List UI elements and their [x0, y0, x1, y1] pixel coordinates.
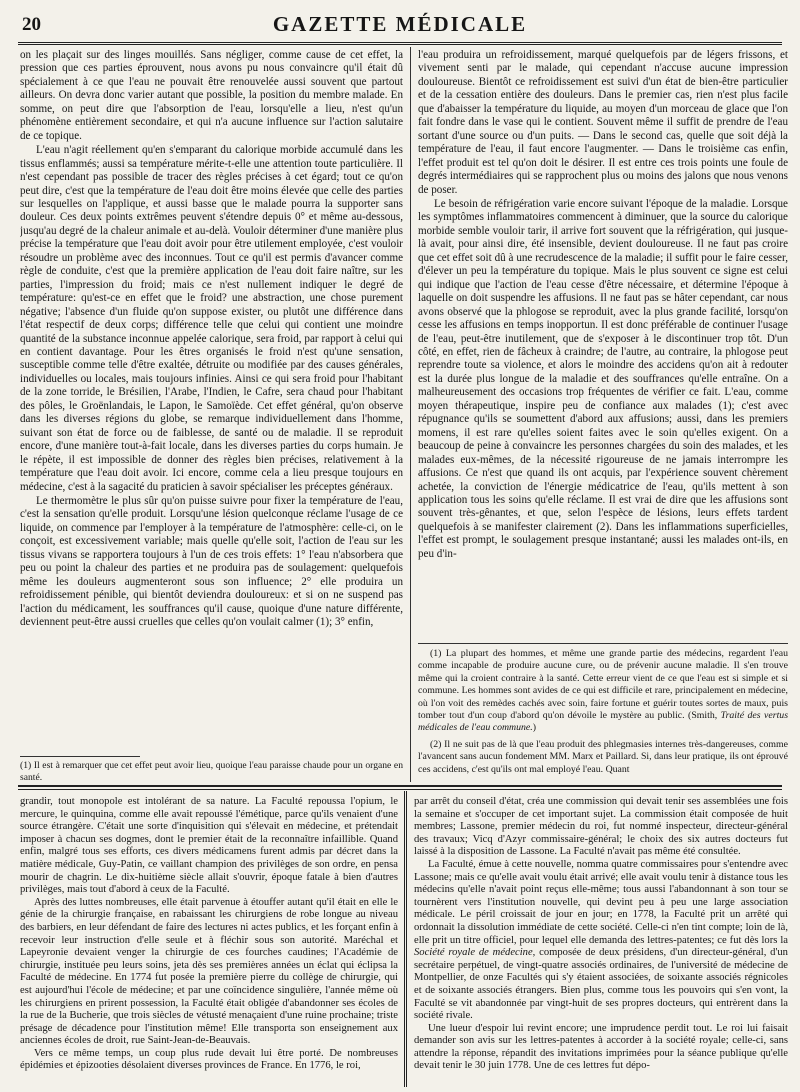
- footnote-left: (1) Il est à remarquer que cet effet peut avoir lieu, quoique l'eau paraisse chaude pour un organe en santé.: [20, 760, 403, 783]
- paragraph: Vers ce même temps, un coup plus rude devait lui être porté. De nombreuses épidémies et épizooties désolaient diverses provinces de France. En 1776, le roi,: [20, 1047, 398, 1072]
- column-divider: [410, 47, 411, 782]
- footnotes-right: [418, 648, 788, 780]
- paragraph: La Faculté, émue à cette nouvelle, nomma quatre commissaires pour s'entendre avec Lassone; mais ce qu'elle avait voulu était arrivé; elle avait voulu tenir à distance tous les médecins qu'elle n'avait point reçus elle-même; tous aussi l'abandonnant à son tour se tournèrent vers l'institution nouvelle, qui devint peu à peu une large association médicale. Le péril croissait de jour en jour; en 1778, la Faculté prit un arrêté qui ordonnait la dissolution immédiate de cette société. Celle-ci n'en tint compte; loin de là, elle prit un titre officiel, pour lequel elle demanda des lettres-patentes; ce fut dès lors la Société royale de médecine, composée de deux présidens, d'un directeur-général, d'un secrétaire perpétuel, de vingt-quatre associés ordinaires, de l'université de médecine de Montpellier, de onze Facultés qui s'y étaient associées, de soixante associés régnicoles et de soixante associés étrangers. Bien plus, comme tous les pouvoirs qui s'en vont, la Faculté se vit abandonnée par vingt-huit de ses propres docteurs, qui entrèrent dans la société rivale.: [414, 858, 788, 1022]
- paragraph: par arrêt du conseil d'état, créa une commission qui devait tenir ses assemblées une fois la semaine et s'occuper de cet important sujet. La commission était composée de huit membres; Lassone, premier médecin du roi, fut nommé inspecteur, directeur-général des travaux; Vicq d'Azyr commissaire-général; le choix des six autres docteurs fut laissé à la disposition de Lassone. La Faculté n'avait pas même été consultée.: [414, 796, 788, 858]
- feuilleton-separator: [18, 789, 782, 790]
- paragraph: Après des luttes nombreuses, elle était parvenue à étouffer autant qu'il était en elle le génie de la chirurgie française, en rabaissant les chirurgiens de robe longue au niveau des barbiers, en leur défendant de faire des lectures ni actes publics, et les forçant enfin à recevoir leur instruction d'elle seule et à fléchir sous son autorité. Maréchal et Lapeyronie devaient venger la chirurgie de ces fourches caudines; l'Académie de chirurgie, instituée peu leurs soins, jeta dès ses premières années un éclat qui éclipsa la Faculté de médecine. En 1774 fut posée la première pierre du collège de chirurgie, qui est aujourd'hui l'école de médecine; et par une coïncidence singulière, l'année même où les chirurgiens en prirent possession, la Faculté était obligée d'abandonner ses écoles de la rue de la Bucherie, que trois siècles de vétusté menaçaient d'une ruine prochaine; triste présage de décadence pour l'institution même! Elle transporta son enseignement aux anciennes écoles de droit, rue Saint-Jean-de-Beauvais.: [20, 896, 398, 1047]
- left-column: [20, 49, 403, 751]
- paragraph: l'eau produira un refroidissement, marqué quelquefois par de légers frissons, et vivement senti par le malade, qui cependant n'accuse aucune impression douloureuse. Bientôt ce refroidissement est suivi d'un état de bien-être particulier et de la cessation entière des douleurs. Dans le premier cas, rien n'est plus facile que d'abaisser la température du liquide, au moyen d'un morceau de glace que l'on fait fondre dans le vase qui le contient. Souvent même il suffit de prendre de l'eau sortant d'une source ou d'un puits. — Dans le second cas, quelle que soit déjà la température de l'eau, il faut encore l'augmenter. — Dans le troisième cas enfin, l'effet produit est tel qu'on doit le désirer. Il est entre ces trois points une foule de degrés intermédiaires qui se rapprochent plus ou moins des jalons que nous venons de poser.: [418, 49, 788, 196]
- page-number: 20: [22, 14, 41, 35]
- feuilleton-right-column: [414, 796, 788, 1088]
- masthead-title: GAZETTE MÉDICALE: [272, 12, 528, 36]
- feuilleton-separator: [18, 785, 782, 787]
- feuilleton-left-column: [20, 796, 398, 1088]
- paragraph: Le thermomètre le plus sûr qu'on puisse suivre pour fixer la température de l'eau, c'est la sensation qu'elle produit. Lorsqu'une lésion quelconque réclame l'usage de ce liquide, on commence par l'employer à la température de l'atmosphère: celle-ci, on le conçoit, est excessivement variable; mais quelle qu'elle soit, l'action de l'eau sur les tissus vivans se rapportera toujours à l'un de ces trois effets: 1° l'eau n'absorbera que peu ou point la chaleur des parties et ne produira pas de soulagement: quelquefois même les douleurs augmenteront sous son influence; 2° elle produira un refroidissement pénible, qui bientôt deviendra douloureux: et si on ne suspend pas l'action du médicament, les souffrances qu'il cause, quoique d'une nature différente, deviennent peut-être aussi cruelles que celles qu'on voulait calmer (1); 3° enfin,: [20, 494, 403, 629]
- feuilleton-divider: [404, 791, 407, 1087]
- paragraph: Le besoin de réfrigération varie encore suivant l'époque de la maladie. Lorsque les symptômes inflammatoires commencent à diminuer, que la source du calorique morbide semble vouloir tarir, il arrive fort souvent que la réfrigération, qui jusque-là avait, pour ainsi dire, été insensible, devient douloureuse. Il ne faut pas croire que cet effet soit dû à une recrudescence de la maladie; il suffit pour le faire cesser, d'élever un peu la température du topique. Mais le plus souvent ce signe est celui qui indique que l'action de l'eau cesse d'être nécessaire, et détermine l'époque à laquelle on doit suspendre les affusions. Il ne faut pas se hâter cependant, car nous avons observé que la phlogose se reproduit, avec la plus grande facilité, lorsqu'on cesse les affusions en temps inopportun. Il est donc préférable de continuer l'usage de l'eau, peut-être inutilement, que de s'exposer à le discontinuer trop tôt. D'un côté, en effet, rien de fâcheux à craindre; de l'autre, au contraire, la phlogose peut reprendre toute sa violence, et alors le moindre des accidens qu'on ait à redouter est la durée plus longue de la maladie et des souffrances qu'elle entraîne. On a malheureusement des occasions trop fréquentes de vérifier ce fait. L'eau, comme moyen thérapeutique, inspire peu de confiance aux malades (1); c'est avec répugnance qu'ils se soumettent d'abord aux affusions; aussi, dans les premiers momens, il est rare qu'elles soient faites avec le soin qu'elles exigent. On a beaucoup de peine à convaincre les personnes chargées du soin des malades, et les malades eux-mêmes, de la nécessité rigoureuse de ne jamais interrompre les affusions. Ce n'est que quand ils ont acquis, par l'expérience souvent chèrement achetée, la conviction de l'énergie médicatrice de l'eau, qu'ils mettent à son application tous les soins qu'elle réclame. Il est vrai de dire que les affusions sont souvent très-gênantes, et que, selon l'espèce de lésions, leurs effets tardent quelquefois à se manifester clairement (2). Dans les inflammations superficielles, l'effet est prompt, le soulagement presque instantané; aussi les malades ont-ils, en peu d'in-: [418, 197, 788, 560]
- header-rule: [18, 42, 782, 45]
- right-column: [418, 49, 788, 639]
- footnote-2: (2) Il ne suit pas de là que l'eau produit des phlegmasies internes très-dangereuses, comme l'avancent sans aucun fondement MM. Marx et Paillard. Si, dans leur pratique, ils ont éprouvé ces accidens, c'est qu'ils ont mal employé l'eau. Quant: [418, 738, 788, 775]
- footnote-rule: [418, 643, 788, 644]
- footnote-rule: [20, 756, 140, 757]
- paragraph: L'eau n'agit réellement qu'en s'emparant du calorique morbide accumulé dans les tissus enflammés; aussi sa température mérite-t-elle une attention toute particulière. Il n'est cependant pas possible de tracer des règles précises à cet égard; tout ce qu'on peut dire, c'est que la température de l'eau doit être moins élevée que celle des parties sur lesquelles on l'applique, et aussi basse que le malade pourra la supporter sans douleur. Ces deux points extrêmes peuvent s'étendre depuis 0° et même au-dessous, jusqu'au degré de la chaleur animale et au-delà. Vouloir déterminer d'une manière plus précise la température que l'eau doit avoir pour être utilement employée, c'est vouloir résoudre un problème avec des inconnues. Tout ce qu'il est permis d'avancer comme règle de conduite, c'est que la première application de l'eau doit faire naître, sur les parties, l'impression du froid; mais ce n'est nullement indiquer le degré de température: qu'est-ce en effet que le froid? une abstraction, une chose purement négative; l'absence d'un fluide qu'on suppose exister, ou plutôt une différence dans l'état respectif de deux corps; différence telle que celui qui contient une moindre quantité de la substance inconnue appelée calorique, sera froid, par rapport à celui qui en contient davantage. Pour les êtres organisés le froid n'est qu'une sensation, susceptible comme telle d'être exaltée, détruite ou modifiée par des causes générales, individuelles ou locales, mais toujours infinies. Ainsi ce qui sera froid pour l'habitant de la zone torride, le Brésilien, l'Arabe, l'Indien, le Cafre, sera chaud pour l'habitant des pôles, le Groënlandais, le Lapon, le Samoïède. Cet effet général, qu'on observe dans les diverses régions du globe, se remarque individuellement dans l'homme, suivant son état de force ou de faiblesse, de santé ou de maladie. Il se reproduit encore, d'une manière tout-à-fait locale, dans les diverses parties du corps humain. Je le répète, il est impossible de donner des règles bien précises, relativement à la température que l'eau doit avoir. Ici encore, comme cela a lieu presque toujours en médecine, c'est à la sagacité du praticien à savoir spécialiser les préceptes généraux.: [20, 144, 403, 493]
- page-header: [14, 10, 786, 36]
- footnote-1: (1) La plupart des hommes, et même une grande partie des médecins, regardent l'eau comme incapable de produire aucune cure, ou de prévenir aucune maladie. Il s'en trouve même qui la croient contraire à la santé. Cette erreur vient de ce que l'eau est si simple et si commune. Les hommes sont avides de ce qui est difficile et rare, principalement en médecine, où l'on voit des remèdes cachés avec soin, faire fortune et guérir toutes sortes de maux, puis tomber tout d'un coup d'abord qu'on dévoile le mystère au public. (Smith, Traité des vertus médicales de l'eau commune.): [418, 648, 789, 734]
- paragraph: on les plaçait sur des linges mouillés. Sans négliger, comme cause de cet effet, la pression que ces parties éprouvent, nous avons pu nous convaincre qu'il était dû spécialement à ce que l'eau ne pouvait être renouvelée aussi souvent que partout ailleurs. On devra donc varier autant que possible, la position du membre malade. En somme, on peut dire que l'absorption de l'eau, lorsqu'elle a lieu, n'est qu'un phénomène entièrement secondaire, et qui n'a aucune influence sur l'action salutaire de ce topique.: [20, 49, 403, 142]
- paragraph: grandir, tout monopole est intolérant de sa nature. La Faculté repoussa l'opium, le mercure, le quinquina, comme elle avait repoussé l'émétique, parce qu'ils venaient d'une source étrangère. C'était une sorte d'inquisition qui s'élevait en médecine, et prétendait imposer à chacun ses dogmes, dont le premier était de la reconnaître infaillible. Quand enfin, malgré tous ses efforts, ces divers médicamens furent admis par décret dans la matière médicale, Guy-Patin, ce vaillant champion des privilèges de son ordre, en pensa mourir de chagrin. Le dix-huitième siècle allait s'ouvrir, époque fatale à bien d'autres privilèges, mais tout d'abord à ceux de la Faculté.: [20, 796, 398, 896]
- paragraph: Une lueur d'espoir lui revint encore; une imprudence perdit tout. Le roi lui faisait demander son avis sur les lettres-patentes à accorder à la société royale; celle-ci, sans attendre la réponse, répandit des invitations imprimées pour la séance publique qu'elle devait tenir le 30 juin 1778. Une de ces lettres fut dépo-: [414, 1022, 788, 1072]
